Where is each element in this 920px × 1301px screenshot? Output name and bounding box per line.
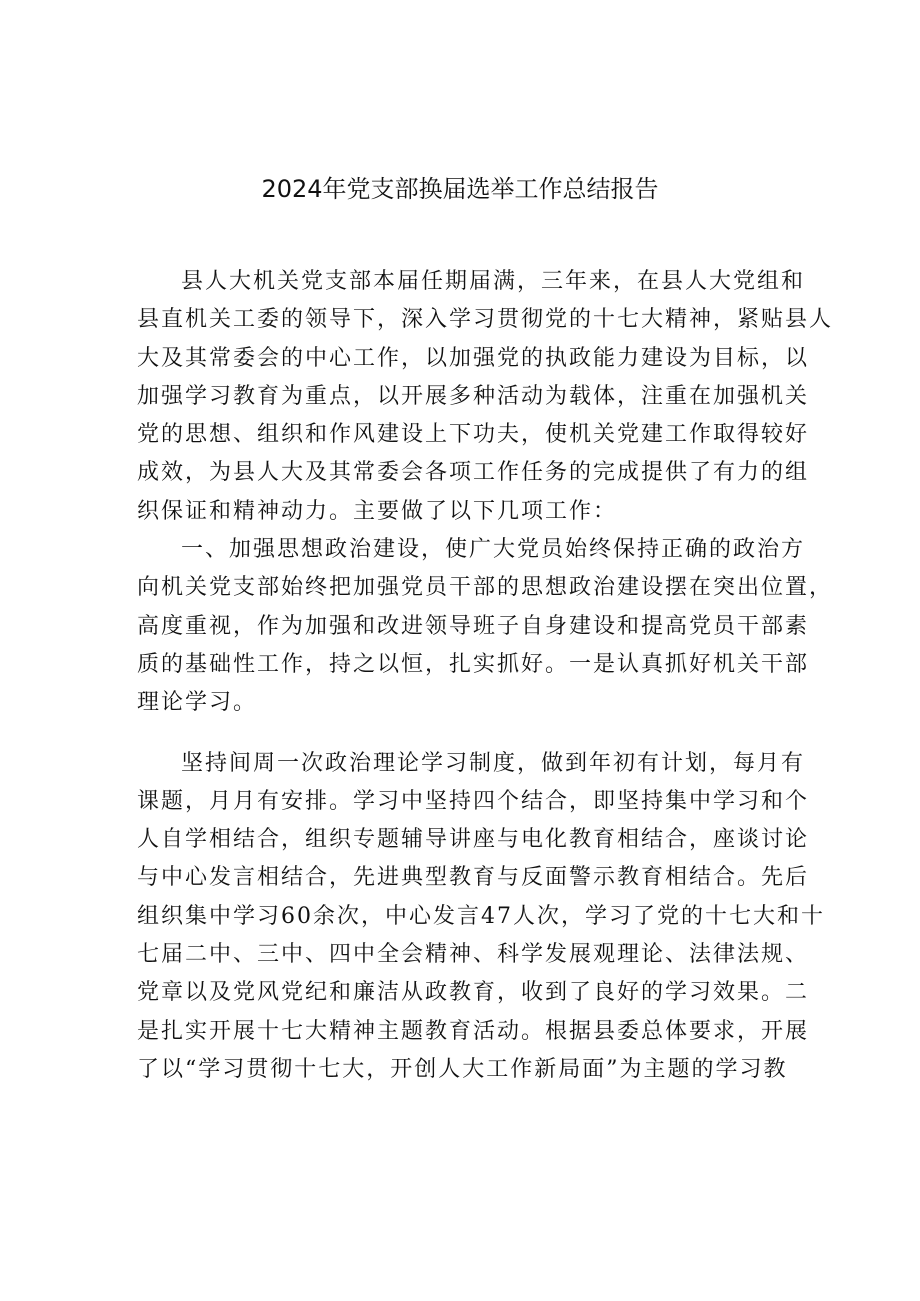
paragraph-1-line-2: 县直机关工委的领导下，深入学习贯彻党的十七大精神，紧贴县人	[137, 307, 834, 333]
paragraph-3-line-7: 党章以及党风党纪和廉洁从政教育，收到了良好的学习效果。二	[137, 980, 810, 1006]
paragraph-2-line-5: 理论学习。	[137, 690, 258, 716]
paragraph-1-line-5: 党的思想、组织和作风建设上下功夫，使机关党建工作取得较好	[137, 422, 810, 448]
paragraph-3-line-4: 与中心发言相结合，先进典型教育与反面警示教育相结合。先后	[137, 865, 810, 891]
paragraph-3-line-5: 组织集中学习60余次，中心发言47人次，学习了党的十七大和十	[137, 903, 825, 929]
document-body	[137, 263, 834, 1089]
document-title: 2024年党支部换届选举工作总结报告	[261, 175, 659, 203]
paragraph-1-line-3: 大及其常委会的中心工作，以加强党的执政能力建设为目标，以	[137, 345, 810, 371]
paragraph-2-line-2: 向机关党支部始终把加强党员干部的思想政治建设摆在突出位置，	[137, 575, 834, 601]
paragraph-gap	[137, 723, 787, 745]
paragraph-3-line-9: 了以“学习贯彻十七大，开创人大工作新局面”为主题的学习教	[137, 1056, 788, 1082]
paragraph-1-line-7: 织保证和精神动力。主要做了以下几项工作：	[137, 498, 618, 524]
paragraph-1-line-6: 成效，为县人大及其常委会各项工作任务的完成提供了有力的组	[137, 460, 810, 486]
paragraph-3-line-3: 人自学相结合，组织专题辅导讲座与电化教育相结合，座谈讨论	[137, 827, 810, 853]
paragraph-3-line-1: 坚持间周一次政治理论学习制度，做到年初有计划，每月有	[181, 750, 806, 776]
paragraph-1-line-1: 县人大机关党支部本届任期届满，三年来，在县人大党组和	[181, 269, 806, 294]
paragraph-2-line-3: 高度重视，作为加强和改进领导班子自身建设和提高党员干部素	[137, 613, 810, 639]
paragraph-1-line-4: 加强学习教育为重点，以开展多种活动为载体，注重在加强机关	[137, 383, 810, 409]
paragraph-3-line-6: 七届二中、三中、四中全会精神、科学发展观理论、法律法规、	[137, 942, 810, 968]
paragraph-2-line-4: 质的基础性工作，持之以恒，扎实抓好。一是认真抓好机关干部	[137, 651, 810, 677]
paragraph-2-line-1: 一、加强思想政治建设，使广大党员始终保持正确的政治方	[181, 537, 806, 563]
paragraph-3-line-8: 是扎实开展十七大精神主题教育活动。根据县委总体要求，开展	[137, 1018, 810, 1044]
paragraph-3-line-2: 课题，月月有安排。学习中坚持四个结合，即坚持集中学习和个	[137, 788, 810, 814]
